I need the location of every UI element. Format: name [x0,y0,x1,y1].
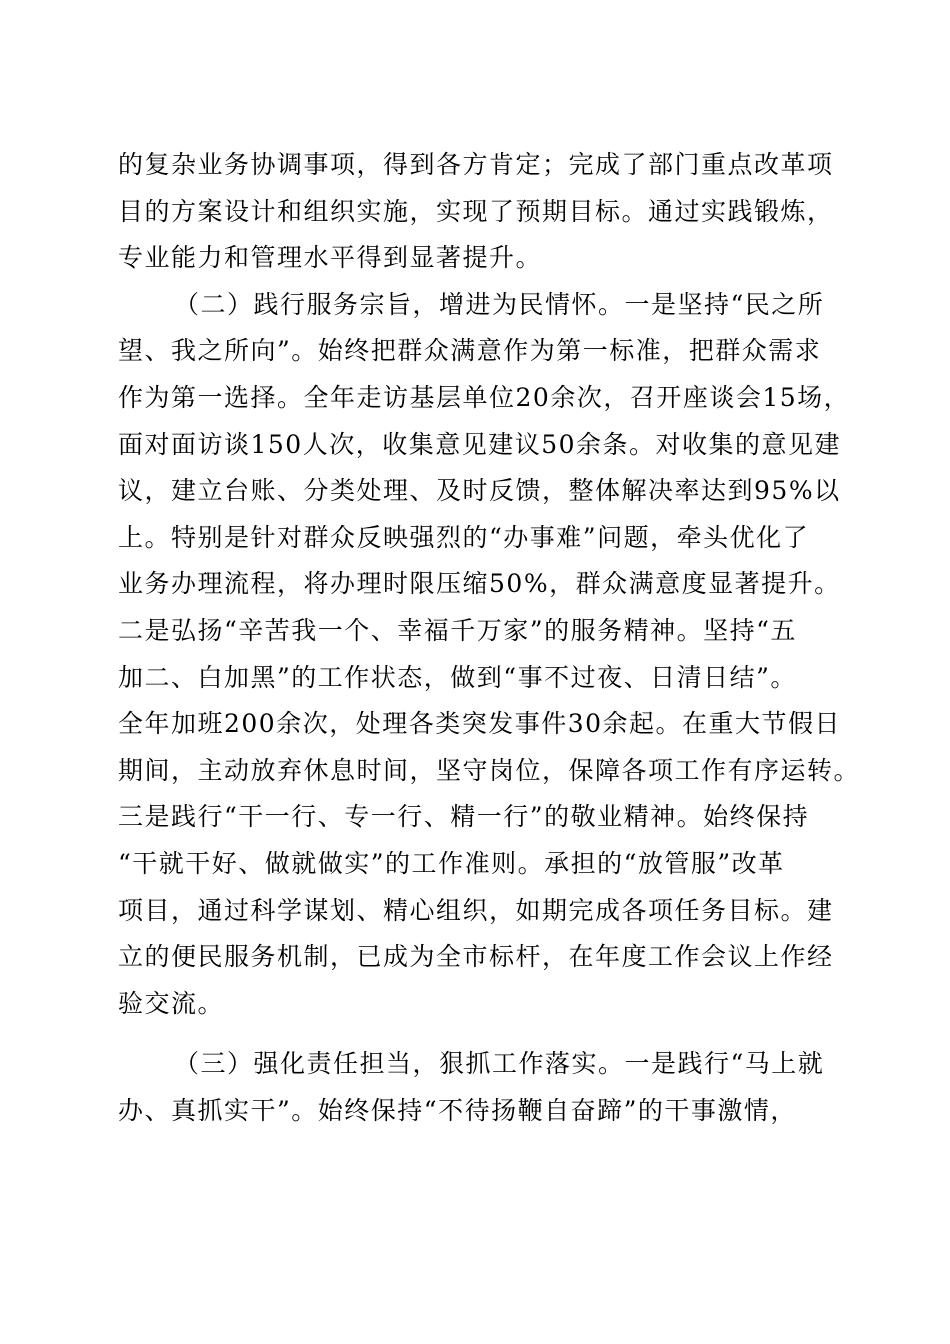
paragraph-gap [118,1027,838,1041]
text-line: “干就干好、做就做实”的工作准则。承担的“放管服”改革 [118,848,785,878]
text-line: 望、我之所向”。始终把群众满意作为第一标准，把群众需求 [118,336,822,366]
text-line: 加二、白加黑”的工作状态，做到“事不过夜、日清日结”。 [118,662,797,692]
text-line: 三是践行“干一行、专一行、精一行”的敬业精神。始终保持 [118,802,810,832]
text-line: 议，建立台账、分类处理、及时反馈，整体解决率达到95%以 [118,476,841,506]
text-line: 的复杂业务协调事项，得到各方肯定；完成了部门重点改革项 [118,150,834,179]
body-text [118,142,861,1134]
text-line: 目的方案设计和组织实施，实现了预期目标。通过实践锻炼， [118,196,834,226]
text-line: 业务办理流程，将办理时限压缩50%，群众满意度显著提升。 [118,569,841,599]
section-heading-line: （二）践行服务宗旨，增进为民情怀。一是坚持“民之所 [174,289,825,319]
text-line: 全年加班200余次，处理各类突发事件30余起。在重大节假日 [118,709,842,739]
text-line: 作为第一选择。全年走访基层单位20余次，召开座谈会15场， [118,382,851,412]
text-line: 上。特别是针对群众反映强烈的“办事难”问题，牵头优化了 [118,522,810,552]
section-heading-line: （三）强化责任担当，狠抓工作落实。一是践行“马上就 [174,1049,825,1079]
text-line: 立的便民服务机制，已成为全市标杆，在年度工作会议上作经 [118,942,834,972]
text-line: 二是弘扬“辛苦我一个、幸福千万家”的服务精神。坚持“五 [118,615,797,645]
text-line: 办、真抓实干”。始终保持“不待扬鞭自奋蹄”的干事激情， [118,1095,797,1125]
text-line: 面对面访谈150人次，收集意见建议50余条。对收集的意见建 [118,429,842,459]
text-line: 专业能力和管理水平得到显著提升。 [118,243,543,273]
text-line: 项目，通过科学谋划、精心组织，如期完成各项任务目标。建 [118,895,834,925]
text-line: 验交流。 [118,988,225,1018]
text-line: 期间，主动放弃休息时间，坚守岗位，保障各项工作有序运转。 [118,755,861,785]
